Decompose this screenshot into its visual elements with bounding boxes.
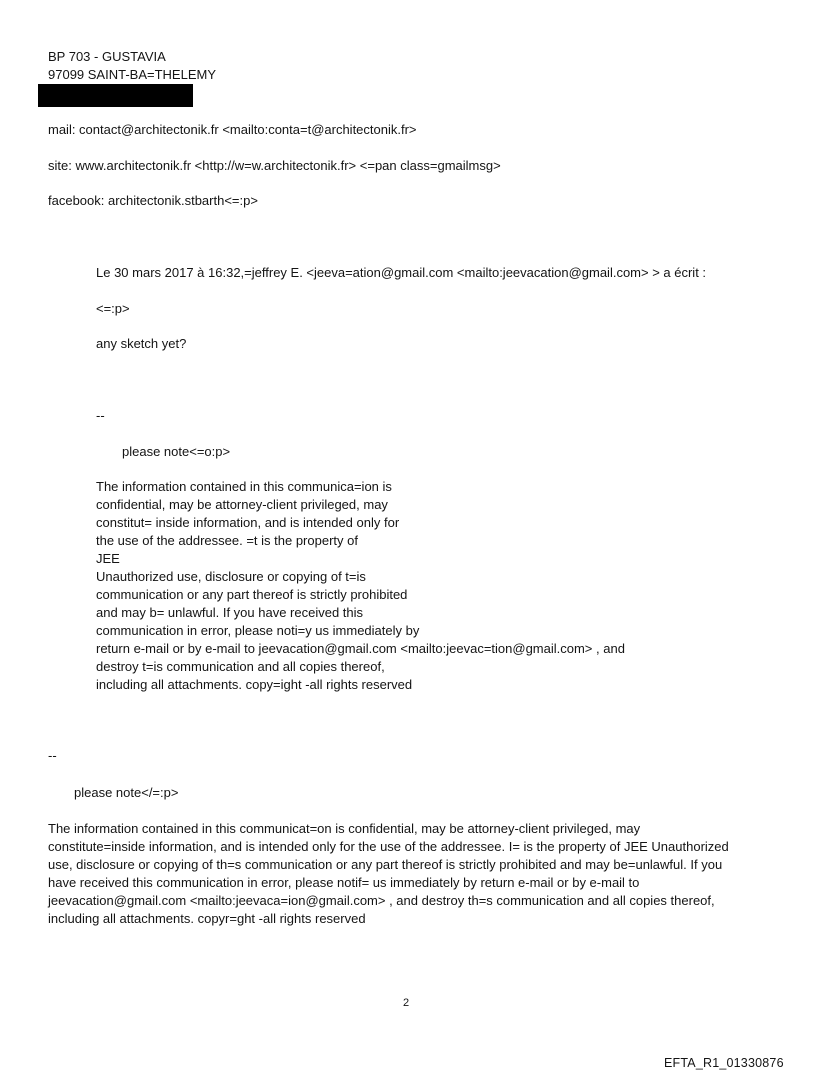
contact-facebook: facebook: architectonik.stbarth<=:p> (48, 193, 258, 208)
disclaimer-line: including all attachments. copyr=ght -all rights reserved (48, 911, 366, 926)
disclaimer-line: constitut= inside information, and is intended only for (96, 515, 400, 530)
outer-separator: -- (48, 748, 57, 763)
contact-mail: mail: contact@architectonik.fr <mailto:conta=t@architectonik.fr> (48, 122, 417, 137)
quoted-question: any sketch yet? (96, 336, 187, 351)
disclaimer-line: the use of the addressee. =t is the property of (96, 533, 358, 548)
disclaimer-line: return e-mail or by e-mail to jeevacation@gmail.com <mailto:jeevac=tion@gmail.com> , and (96, 641, 625, 656)
disclaimer-line: confidential, may be attorney-client privileged, may (96, 497, 388, 512)
disclaimer-line: including all attachments. copy=ight -all rights reserved (96, 677, 413, 692)
disclaimer-line: The information contained in this communicat=on is confidential, may be attorney-client privileged, may (48, 821, 641, 836)
contact-site: site: www.architectonik.fr <http://w=w.architectonik.fr> <=pan class=gmailmsg> (48, 158, 501, 173)
disclaimer-line: constitute=inside information, and is intended only for the use of the addressee. I= is the property of JEE Unauthorized (48, 839, 729, 854)
address-line-1: BP 703 - GUSTAVIA (48, 49, 166, 64)
disclaimer-line: jeevacation@gmail.com <mailto:jeevaca=ion@gmail.com> , and destroy th=s communication and all copies thereof, (48, 893, 715, 908)
outer-note: please note</=:p> (74, 785, 179, 800)
quoted-intro: Le 30 mars 2017 à 16:32,=jeffrey E. <jeeva=ation@gmail.com <mailto:jeevacation@gmail.com> > a écrit : (96, 265, 707, 280)
page-number: 2 (403, 997, 410, 1009)
disclaimer-line: have received this communication in error, please notif= us immediately by return e-mail or by e-mail to (48, 875, 640, 890)
quoted-note: please note<=o:p> (122, 444, 231, 459)
disclaimer-line: destroy t=is communication and all copies thereof, (96, 659, 385, 674)
disclaimer-line: JEE (96, 551, 120, 566)
address-line-2: 97099 SAINT-BA=THELEMY (48, 67, 216, 82)
disclaimer-line: Unauthorized use, disclosure or copying of t=is (96, 569, 366, 584)
quoted-separator: -- (96, 408, 105, 423)
disclaimer-line: communication in error, please noti=y us immediately by (96, 623, 420, 638)
disclaimer-line: communication or any part thereof is strictly prohibited (96, 587, 408, 602)
quoted-p-tag: <=:p> (96, 301, 130, 316)
disclaimer-line: use, disclosure or copying of th=s communication or any part thereof is strictly prohibited and may be=unlawful. If you (48, 857, 723, 872)
redaction-bar (38, 84, 193, 107)
disclaimer-line: and may b= unlawful. If you have received this (96, 605, 364, 620)
document-id: EFTA_R1_01330876 (664, 1056, 784, 1070)
disclaimer-line: The information contained in this communica=ion is (96, 479, 392, 494)
